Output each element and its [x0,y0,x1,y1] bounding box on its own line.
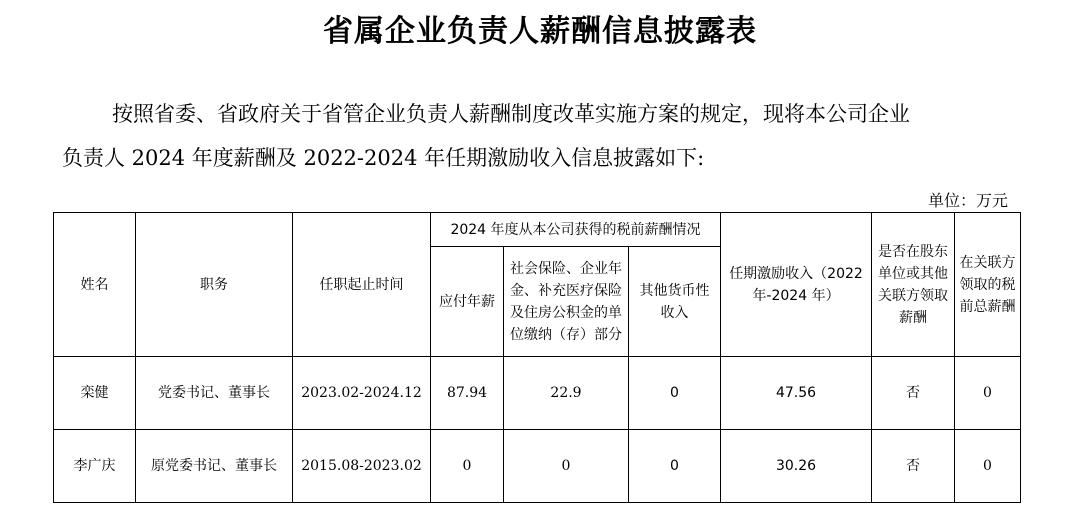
cell-term: 2023.02-2024.12 [293,357,431,430]
header-salary: 应付年薪 [431,247,504,357]
header-annual-group: 2024 年度从本公司获得的税前薪酬情况 [431,213,721,247]
cell-social: 0 [504,430,629,503]
cell-term: 2015.08-2023.02 [293,430,431,503]
cell-other-income: 0 [629,357,721,430]
page-title: 省属企业负责人薪酬信息披露表 [323,14,757,49]
intro-paragraph-line-1: 按照省委、省政府关于省管企业负责人薪酬制度改革实施方案的规定，现将本公司企业 [112,102,910,126]
table-row [54,430,1021,503]
cell-salary: 87.94 [431,357,504,430]
header-term: 任职起止时间 [293,213,431,357]
cell-position: 党委书记、董事长 [136,357,293,430]
header-related-total: 在关联方领取的税前总薪酬 [955,213,1021,357]
header-social: 社会保险、企业年金、补充医疗保险及住房公积金的单位缴纳（存）部分 [504,247,629,357]
cell-position: 原党委书记、董事长 [136,430,293,503]
unit-label: 单位：万元 [927,191,1008,210]
salary-disclosure-table [53,212,1021,503]
cell-related-total: 0 [955,430,1021,503]
cell-related-total: 0 [955,357,1021,430]
header-other-unit: 是否在股东单位或其他关联方领取薪酬 [872,213,955,357]
cell-name: 栾健 [54,357,136,430]
cell-salary: 0 [431,430,504,503]
cell-other-income: 0 [629,430,721,503]
table-header-row-top [54,213,1021,247]
intro-paragraph-line-2: 负责人 2024 年度薪酬及 2022-2024 年任期激励收入信息披露如下: [62,146,705,170]
header-other-income: 其他货币性收入 [629,247,721,357]
cell-name: 李广庆 [54,430,136,503]
cell-other-unit: 否 [872,357,955,430]
header-position: 职务 [136,213,293,357]
header-name: 姓名 [54,213,136,357]
cell-incentive: 30.26 [721,430,872,503]
table-row [54,357,1021,430]
cell-social: 22.9 [504,357,629,430]
cell-other-unit: 否 [872,430,955,503]
header-incentive: 任期激励收入（2022 年-2024 年） [721,213,872,357]
cell-incentive: 47.56 [721,357,872,430]
